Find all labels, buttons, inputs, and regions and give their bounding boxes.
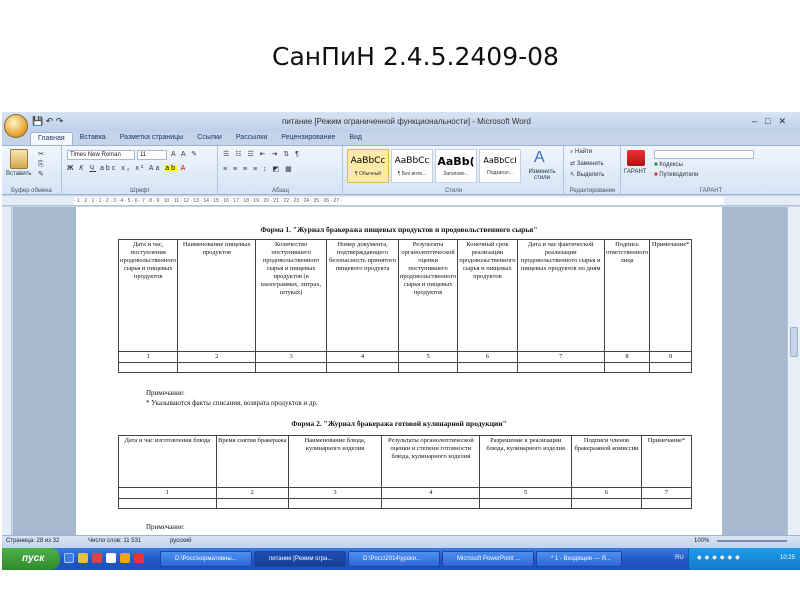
note1-text: * Указываются факты списания, возврата продуктов и др.	[146, 399, 318, 407]
slide-title: СанПиН 2.4.5.2409-08	[272, 42, 559, 71]
table-header-cell: Количество поступившего продовольственного сырья и пищевых продуктов (в килограммах, литрах, штуках)	[256, 240, 327, 352]
ribbon	[2, 145, 800, 195]
table-cell[interactable]	[119, 363, 178, 373]
column-number: 6	[458, 352, 517, 363]
select-icon: ↖	[570, 172, 577, 178]
column-number: 9	[650, 352, 692, 363]
column-number: 4	[382, 488, 480, 499]
taskbar-item[interactable]: D:\Росс\нормативны...	[160, 551, 252, 567]
note1-title: Примечание:	[146, 389, 185, 397]
ie-icon[interactable]	[64, 553, 74, 563]
garant-codes[interactable]: ■ Кодексы	[654, 162, 683, 168]
vertical-ruler[interactable]	[2, 207, 12, 535]
binoculars-icon: ⌕	[570, 149, 576, 155]
column-number: 1	[119, 488, 217, 499]
select-button[interactable]: ↖ Выделить	[570, 172, 605, 178]
table-cell[interactable]	[650, 363, 692, 373]
style-normal[interactable]: AaBbCc ¶ Обычный	[347, 149, 389, 183]
table-cell[interactable]	[178, 363, 256, 373]
column-number: 4	[327, 352, 399, 363]
table-row	[119, 240, 692, 352]
font-size-box[interactable]: 11	[137, 150, 167, 160]
style-no-spacing[interactable]: AaBbCc ¶ Без инте...	[391, 149, 433, 183]
status-language[interactable]: русский	[170, 538, 192, 544]
table-header-cell: Время снятия бракеража	[216, 436, 288, 488]
group-styles	[344, 146, 564, 195]
column-number: 7	[641, 488, 691, 499]
redo-icon[interactable]: ↷	[55, 116, 64, 126]
table-cell[interactable]	[256, 363, 327, 373]
list-buttons[interactable]: ☰ ☷ ☲ ⇤ ⇥ ⇅ ¶	[223, 151, 301, 158]
table-cell[interactable]	[216, 499, 288, 509]
opera-icon[interactable]	[92, 553, 102, 563]
table-cell[interactable]	[572, 499, 642, 509]
group-font	[63, 146, 218, 195]
change-styles-button[interactable]: Изменить стили	[528, 169, 556, 181]
column-number: 8	[604, 352, 649, 363]
table-cell[interactable]	[641, 499, 691, 509]
group-label: Редактирование	[569, 188, 616, 194]
zoom-level[interactable]: 100%	[694, 538, 710, 544]
garant-search-input[interactable]	[654, 150, 754, 159]
column-number: 6	[572, 488, 642, 499]
tab-view[interactable]: Вид	[349, 134, 363, 141]
font-format-buttons[interactable]: Ж К Ч abc x₂ x² Aa ab A	[67, 165, 188, 172]
group-editing	[565, 146, 621, 195]
table-header-cell: Дата и час, поступления продовольственного сырья и пищевых продуктов	[119, 240, 178, 352]
table-header-cell: Примечание*	[650, 240, 692, 352]
group-label: Абзац	[272, 188, 289, 194]
window-title: питание [Режим ограниченной функциональности] - Microsoft Word	[282, 117, 531, 126]
paste-button[interactable]: Вставить	[6, 171, 32, 177]
taskbar-item[interactable]: D:\Росс\2014\уроки...	[348, 551, 440, 567]
explorer-icon[interactable]	[78, 553, 88, 563]
document-area	[13, 207, 787, 535]
column-number: 3	[256, 352, 327, 363]
group-label: Шрифт	[130, 188, 150, 194]
table-header-cell: Примечание*	[641, 436, 691, 488]
horizontal-ruler[interactable]	[2, 196, 800, 206]
group-label: Стили	[444, 188, 463, 194]
taskbar-item-word[interactable]: питание [Режим огра...	[254, 551, 346, 567]
table-header-cell: Результаты органолептической оценки поступившего продовольственного сырья и пищевых продуктов	[398, 240, 457, 352]
tab-review[interactable]: Рецензирование	[281, 134, 336, 141]
column-number: 1	[119, 352, 178, 363]
undo-icon[interactable]: ↶	[45, 116, 54, 126]
group-label: Буфер обмена	[11, 188, 52, 194]
window-controls[interactable]	[752, 116, 794, 127]
ruler-marks: · 1 · 2 · 1 · 1 · 2 · 3 · 4 · 5 · 6 · 7 · 8 · 9 · 10 · 11 · 12 · 13 · 14 · 15 · 16 · 17 · 18 · 19 · 20 · 21 · 22 · 23 · 24 · 25 · 26 · 27 ·	[74, 197, 724, 205]
column-number: 2	[216, 488, 288, 499]
style-subtitle[interactable]: AaBbCcI Подзагол...	[479, 149, 521, 183]
tab-insert[interactable]: Вставка	[79, 134, 106, 141]
status-page[interactable]: Страница: 28 из 32	[6, 538, 60, 544]
codes-icon: ■	[654, 162, 660, 168]
title-bar	[2, 112, 800, 132]
clock: 10:25	[779, 555, 795, 561]
font-grow-shrink[interactable]: A A ✎	[171, 151, 199, 158]
table-cell[interactable]	[119, 499, 217, 509]
table-row	[119, 352, 692, 363]
office-button[interactable]	[4, 114, 28, 138]
ribbon-tabs	[30, 132, 369, 146]
group-garant	[622, 146, 800, 195]
change-styles-icon[interactable]: A	[534, 149, 545, 166]
table-header-cell: Номер документа, подтверждающего безопасность принятого пищевого продукта	[327, 240, 399, 352]
table-header-cell: Результаты органолептической оценки и степени готовности блюда, кулинарного изделия	[382, 436, 480, 488]
column-number: 7	[517, 352, 604, 363]
word-window	[2, 112, 800, 570]
tab-mailings[interactable]: Рассылки	[235, 134, 268, 141]
table-cell[interactable]	[604, 363, 649, 373]
maximize-icon[interactable]: □	[765, 116, 779, 126]
garant-button[interactable]: ГАРАНТ	[624, 169, 647, 175]
table-row-empty	[119, 499, 692, 509]
save-icon[interactable]: 💾	[32, 116, 44, 126]
tab-page-layout[interactable]: Разметка страницы	[119, 134, 184, 141]
quick-access-toolbar[interactable]	[32, 116, 63, 127]
tab-references[interactable]: Ссылки	[197, 134, 222, 141]
table-header-cell: Наименование пищевых продуктов	[178, 240, 256, 352]
table-header-cell: Дата и час фактической реализации продовольственного сырья и пищевых продуктов по дням	[517, 240, 604, 352]
status-bar	[2, 535, 800, 547]
table-header-cell: Конечный срок реализации продовольственного сырья и пищевых продуктов	[458, 240, 517, 352]
taskbar	[2, 548, 800, 570]
table-row	[119, 436, 692, 488]
clipboard-tools[interactable]: ✂ ⎘ ✎	[38, 151, 44, 178]
garant-icon[interactable]	[627, 150, 645, 166]
table-cell[interactable]	[327, 363, 399, 373]
zoom-slider[interactable]	[717, 540, 787, 542]
form2-title: Форма 2. "Журнал бракеража готовой кулинарной продукции"	[291, 419, 507, 428]
garant-guides[interactable]: ■ Путеводители	[654, 172, 699, 178]
document-page[interactable]	[76, 207, 722, 535]
tray-lang[interactable]: RU	[675, 555, 684, 561]
vertical-scrollbar[interactable]	[787, 207, 800, 535]
form1-title: Форма 1. "Журнал бракеража пищевых продуктов и продовольственного сырья"	[260, 225, 538, 234]
guides-icon: ■	[654, 172, 660, 178]
taskbar-item[interactable]: * 1 - Входящие — Я...	[536, 551, 622, 567]
table-header-cell: Разрешение к реализации блюда, кулинарного изделия	[480, 436, 572, 488]
style-heading[interactable]: AaBb( Заголово...	[435, 149, 477, 183]
table-header-cell: Подписи членов бракеражной комиссии	[572, 436, 642, 488]
tray-icons[interactable]: ◆◆◆◆◆◆	[697, 555, 743, 561]
column-number: 5	[398, 352, 457, 363]
replace-icon: ⇄	[570, 161, 577, 167]
form1-table	[118, 239, 692, 373]
table-row	[119, 488, 692, 499]
form2-table	[118, 435, 692, 509]
table-header-cell: Наименование блюда, кулинарного изделия	[288, 436, 382, 488]
status-words[interactable]: Число слов: 11 531	[88, 538, 142, 544]
table-cell[interactable]	[398, 363, 457, 373]
table-cell[interactable]	[382, 499, 480, 509]
align-buttons[interactable]: ≡ ≡ ≡ ≡ ↕ ◩ ▦	[223, 166, 294, 173]
scroll-thumb[interactable]	[790, 327, 798, 357]
group-clipboard	[2, 146, 62, 195]
column-number: 5	[480, 488, 572, 499]
firefox-icon[interactable]	[120, 553, 130, 563]
taskbar-item[interactable]: Microsoft PowerPoint ...	[442, 551, 534, 567]
font-name-box[interactable]: Times New Roman	[67, 150, 135, 160]
media-icon[interactable]	[134, 553, 144, 563]
close-icon[interactable]: ✕	[778, 116, 794, 126]
column-number: 2	[178, 352, 256, 363]
table-row-empty	[119, 363, 692, 373]
table-cell[interactable]	[458, 363, 517, 373]
column-number: 3	[288, 488, 382, 499]
system-tray	[675, 548, 800, 570]
group-paragraph	[219, 146, 343, 195]
tab-home[interactable]: Главная	[30, 132, 73, 146]
paste-icon[interactable]	[10, 149, 28, 169]
app-icon[interactable]	[106, 553, 116, 563]
table-cell[interactable]	[517, 363, 604, 373]
group-label: ГАРАНТ	[699, 188, 723, 194]
table-header-cell: Подпись ответственного лица	[604, 240, 649, 352]
table-cell[interactable]	[288, 499, 382, 509]
table-cell[interactable]	[480, 499, 572, 509]
note2-title: Примечание:	[146, 523, 185, 531]
table-header-cell: Дата и час изготовления блюда	[119, 436, 217, 488]
replace-button[interactable]: ⇄ Заменить	[570, 161, 604, 167]
minimize-icon[interactable]: –	[752, 116, 766, 126]
find-button[interactable]: ⌕ Найти	[570, 149, 593, 155]
start-button[interactable]: пуск	[2, 548, 60, 570]
